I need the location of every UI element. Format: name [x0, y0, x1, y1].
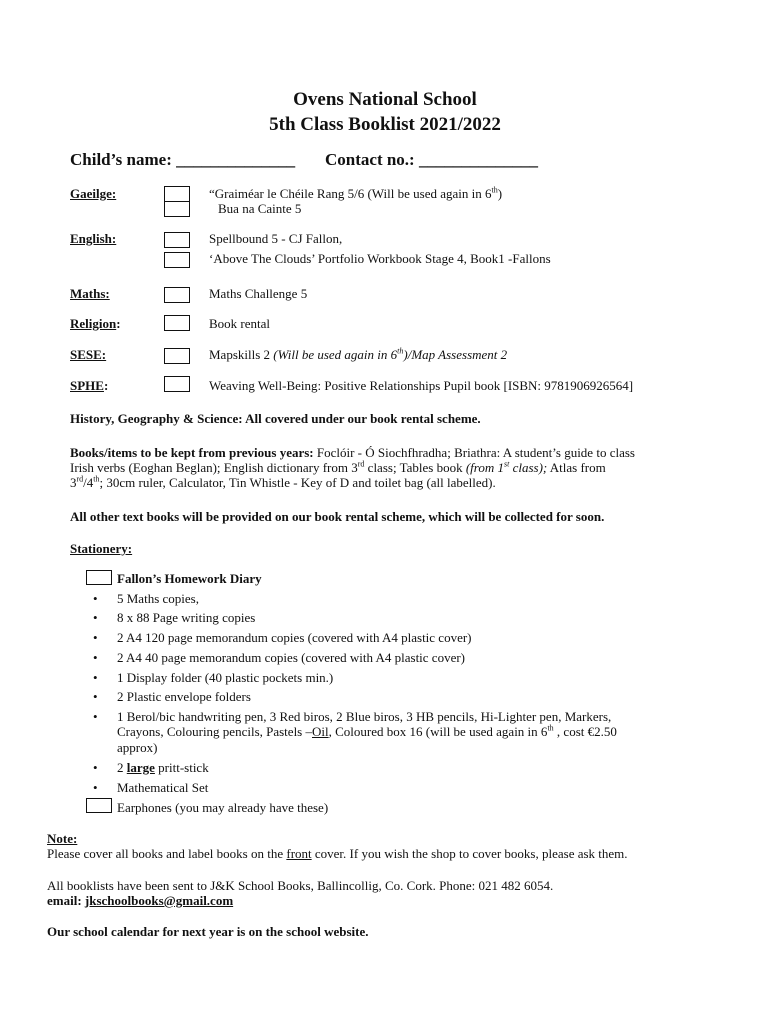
- stationery-heading: Stationery:: [70, 541, 133, 556]
- email-line: email: jkschoolbooks@gmail.com: [47, 893, 234, 908]
- checkbox-sphe[interactable]: [164, 376, 190, 392]
- maths-book: Maths Challenge 5: [209, 286, 308, 301]
- checkbox-homework-diary[interactable]: [86, 570, 112, 585]
- sphe-book: Weaving Well-Being: Positive Relationships Pupil book [ISBN: 9781906926564]: [209, 378, 634, 393]
- stationery-item: 2 A4 40 page memorandum copies (covered with A4 plastic cover): [117, 650, 466, 665]
- subject-label-gaeilge: Gaeilge:: [70, 186, 117, 201]
- kept-items-line-1: Books/items to be kept from previous years: Foclóir - Ó Siochfhradha; Briathra: A student’s guide to class: [70, 445, 635, 460]
- bullet: •: [93, 709, 98, 724]
- checkbox-maths[interactable]: [164, 287, 190, 303]
- bullet: •: [93, 630, 98, 645]
- checkbox-sese[interactable]: [164, 348, 190, 364]
- jk-line: All booklists have been sent to J&K School Books, Ballincollig, Co. Cork. Phone: 021 482 6054.: [47, 878, 554, 893]
- note-text: Please cover all books and label books on the front cover. If you wish the shop to cover books, please ask them.: [47, 846, 628, 861]
- checkbox-gaeilge-1[interactable]: [164, 186, 190, 202]
- subject-label-sphe: SPHE:: [70, 378, 109, 393]
- pens-line-1: 1 Berol/bic handwriting pen, 3 Red biros, 2 Blue biros, 3 HB pencils, Hi-Lighter pen, Markers,: [117, 709, 612, 724]
- bullet: •: [93, 591, 98, 606]
- subject-label-english: English:: [70, 231, 117, 246]
- gaeilge-book-2: Bua na Cainte 5: [218, 201, 302, 216]
- checkbox-religion[interactable]: [164, 315, 190, 331]
- contact-label: Contact no.: ______________: [325, 150, 538, 169]
- note-heading: Note:: [47, 831, 78, 846]
- maths-set-item: Mathematical Set: [117, 780, 209, 795]
- stationery-item: 8 x 88 Page writing copies: [117, 610, 256, 625]
- rental-note: All other text books will be provided on our book rental scheme, which will be collected for soon.: [70, 509, 605, 524]
- child-name-label: Child’s name: ______________: [70, 150, 296, 169]
- stationery-item: 1 Display folder (40 plastic pockets min.): [117, 670, 334, 685]
- english-book-2: ‘Above The Clouds’ Portfolio Workbook Stage 4, Book1 -Fallons: [209, 251, 551, 266]
- earphones-item: Earphones (you may already have these): [117, 800, 329, 815]
- subject-label-sese: SESE:: [70, 347, 107, 362]
- document-title: Ovens National School: [293, 89, 477, 110]
- kept-items-line-2: Irish verbs (Eoghan Beglan); English dictionary from 3rd class; Tables book (from 1st class); Atlas from: [70, 459, 606, 475]
- bullet: •: [93, 670, 98, 685]
- stationery-item: 5 Maths copies,: [117, 591, 199, 606]
- religion-book: Book rental: [209, 316, 271, 331]
- checkbox-gaeilge-2[interactable]: [164, 201, 190, 217]
- stationery-item: 2 A4 120 page memorandum copies (covered with A4 plastic cover): [117, 630, 472, 645]
- pens-line-3: approx): [117, 740, 158, 755]
- bullet: •: [93, 650, 98, 665]
- bullet: •: [93, 610, 98, 625]
- pens-line-2: Crayons, Colouring pencils, Pastels –Oil, Coloured box 16 (will be used again in 6th , cost €2.50: [117, 723, 617, 739]
- checkbox-earphones[interactable]: [86, 798, 112, 813]
- english-book-1: Spellbound 5 - CJ Fallon,: [209, 231, 343, 246]
- pritt-stick-item: 2 large pritt-stick: [117, 760, 209, 775]
- subject-label-maths: Maths:: [70, 286, 110, 301]
- bullet: •: [93, 760, 98, 775]
- checkbox-english-1[interactable]: [164, 232, 190, 248]
- document-subtitle: 5th Class Booklist 2021/2022: [269, 114, 501, 135]
- email-link[interactable]: jkschoolbooks@gmail.com: [84, 893, 234, 908]
- homework-diary: Fallon’s Homework Diary: [117, 571, 262, 586]
- bullet: •: [93, 780, 98, 795]
- subject-label-religion: Religion:: [70, 316, 121, 331]
- checkbox-english-2[interactable]: [164, 252, 190, 268]
- hgs-note: History, Geography & Science: All covered under our book rental scheme.: [70, 411, 481, 426]
- kept-items-line-3: 3rd/4th; 30cm ruler, Calculator, Tin Whistle - Key of D and toilet bag (all labelled).: [70, 474, 496, 490]
- stationery-item: 2 Plastic envelope folders: [117, 689, 251, 704]
- bullet: •: [93, 689, 98, 704]
- gaeilge-book-1: “Graiméar le Chéile Rang 5/6 (Will be used again in 6th): [209, 185, 503, 201]
- calendar-note: Our school calendar for next year is on the school website.: [47, 924, 369, 939]
- sese-book: Mapskills 2 (Will be used again in 6th)/Map Assessment 2: [209, 346, 508, 362]
